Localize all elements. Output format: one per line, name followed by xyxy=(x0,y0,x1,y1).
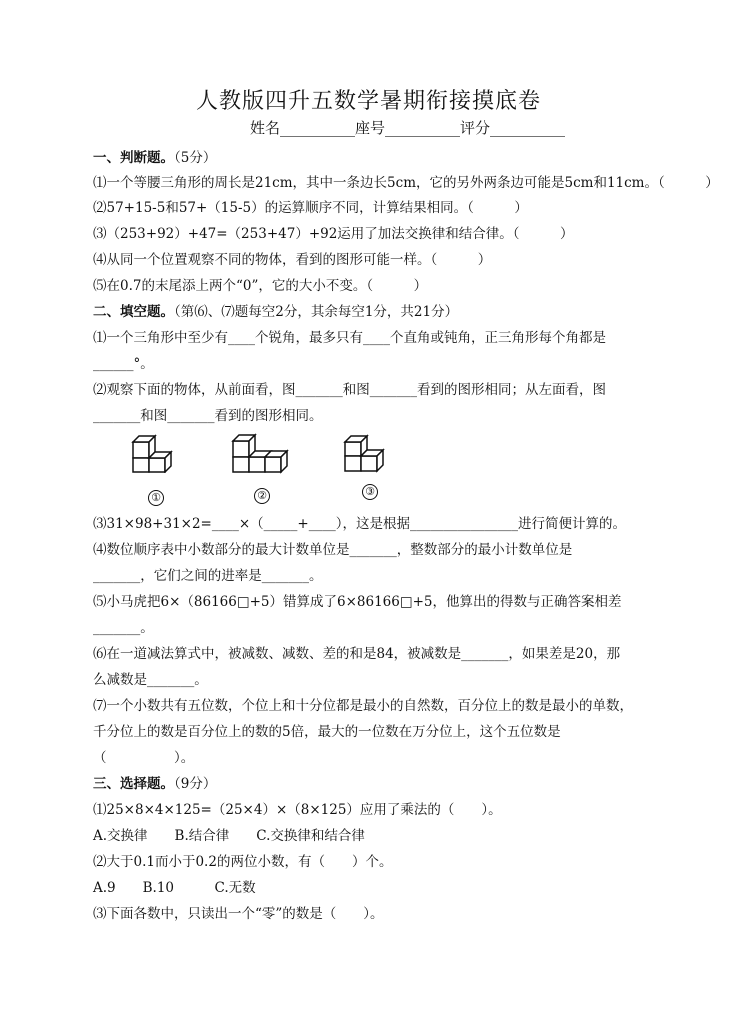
figure-label-1: ① xyxy=(148,490,164,506)
fill-line: _______，它们之间的进率是_______。 xyxy=(93,568,323,584)
choice-line: ⑶下面各数中，只读出一个“零”的数是（ ）。 xyxy=(93,906,384,922)
fill-line: _______。 xyxy=(93,620,154,636)
section1-item: ⑴一个等腰三角形的周长是21cm，其中一条边长5cm，它的另外两条边可能是5cm和11cm。（ ） xyxy=(93,175,719,191)
section1-note: （5分） xyxy=(174,150,217,166)
fill-line: ⑵观察下面的物体，从前面看，图_______和图_______看到的图形相同；从左面看，图 xyxy=(93,382,606,398)
fill-line: ⑷数位顺序表中小数部分的最大计数单位是_______，整数部分的最小计数单位是 xyxy=(93,542,573,558)
fill-line: ______°。 xyxy=(93,356,154,372)
fill-line: _______和图_______看到的图形相同。 xyxy=(93,408,323,424)
cube-figures xyxy=(120,428,400,503)
figure-label-2: ② xyxy=(254,488,270,504)
section1-heading: 一、判断题。 xyxy=(93,150,174,166)
section3-heading: 三、选择题。 xyxy=(93,776,174,792)
section3-heading-row xyxy=(93,772,216,792)
cube-figure-3 xyxy=(342,433,392,498)
fill-line: （ ）。 xyxy=(93,750,195,766)
section1-heading-row xyxy=(93,146,216,166)
fill-line: 么减数是_______。 xyxy=(93,672,208,688)
choice-line: A.交换律 B.结合律 C.交换律和结合律 xyxy=(93,828,365,844)
student-info-line: 姓名__________座号__________评分__________ xyxy=(250,119,566,137)
fill-line: ⑹在一道减法算式中，被减数、减数、差的和是84，被减数是_______，如果差是20，那 xyxy=(93,646,621,662)
section1-item: ⑵57+15-5和57+（15-5）的运算顺序不同，计算结果相同。（ ） xyxy=(93,200,528,216)
section3-note: （9分） xyxy=(174,776,217,792)
fill-line: ⑺一个小数共有五位数，个位上和十分位都是最小的自然数，百分位上的数是最小的单数， xyxy=(93,698,633,714)
fill-line: ⑶31×98+31×2=____×（_____+____），这是根据________________进行简便计算的。 xyxy=(93,516,626,532)
section1-item: ⑸在0.7的末尾添上两个“0”，它的大小不变。（ ） xyxy=(93,278,428,294)
fill-line: 千分位上的数是百分位上的数的5倍，最大的一位数在万分位上，这个五位数是 xyxy=(93,724,561,740)
figure-label-3: ③ xyxy=(362,484,378,500)
choice-line: A.9 B.10 C.无数 xyxy=(93,880,256,896)
choice-line: ⑴25×8×4×125=（25×4）×（8×125）应用了乘法的（ ）。 xyxy=(93,802,502,818)
cube-figure-1 xyxy=(130,433,180,504)
page-title: 人教版四升五数学暑期衔接摸底卷 xyxy=(195,89,541,114)
choice-line: ⑵大于0.1而小于0.2的两位小数，有（ ）个。 xyxy=(93,854,393,870)
cube-figure-2 xyxy=(230,430,298,502)
section1-item: ⑷从同一个位置观察不同的物体，看到的图形可能一样。（ ） xyxy=(93,252,492,268)
section2-note: （第⑹、⑺题每空2分，其余每空1分，共21分） xyxy=(174,304,459,320)
section2-heading: 二、填空题。 xyxy=(93,304,174,320)
fill-line: ⑴一个三角形中至少有____个锐角，最多只有____个直角或钝角，正三角形每个角都是 xyxy=(93,330,606,346)
section2-heading-row xyxy=(93,300,458,320)
fill-line: ⑸小马虎把6×（86166□+5）错算成了6×86166□+5，他算出的得数与正确答案相差 xyxy=(93,594,622,610)
section1-item: ⑶（253+92）+47=（253+47）+92运用了加法交换律和结合律。（ ） xyxy=(93,226,574,242)
